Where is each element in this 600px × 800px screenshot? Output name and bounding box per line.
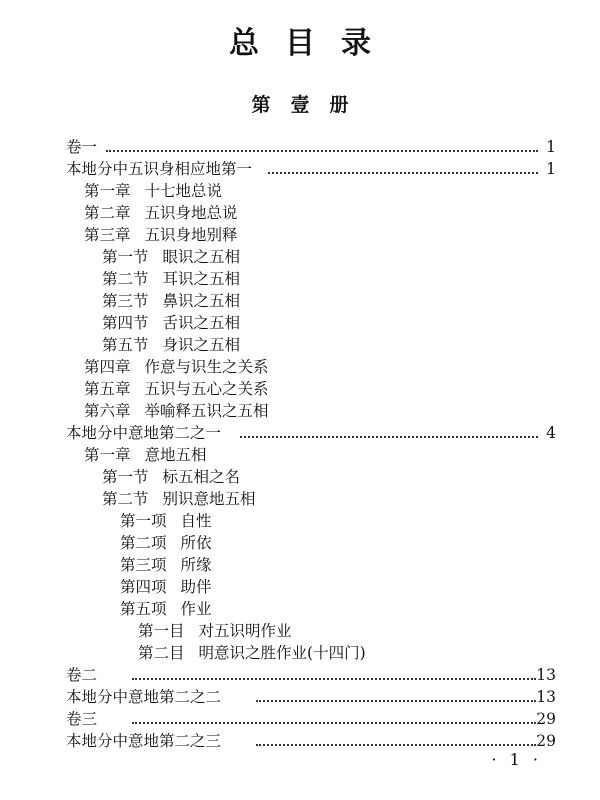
- toc-label: 本地分中意地第二之三: [66, 732, 222, 750]
- toc-prefix: 第五章: [84, 380, 131, 398]
- toc-prefix: 第二目: [138, 644, 185, 662]
- toc-label: 卷三: [66, 710, 98, 728]
- leader-dots: [240, 436, 538, 438]
- toc-entry[interactable]: [0, 532, 600, 554]
- toc-prefix: 第一节: [102, 468, 149, 486]
- toc-entry[interactable]: [0, 686, 600, 708]
- toc-prefix: 第一项: [120, 512, 167, 530]
- toc-prefix: 第三章: [84, 226, 131, 244]
- toc-page-number: 1: [546, 160, 556, 178]
- volume-heading: 第壹册: [251, 94, 369, 116]
- toc-entry[interactable]: [0, 488, 600, 510]
- toc-label: 身识之五相: [162, 336, 241, 354]
- toc-entry[interactable]: [0, 554, 600, 576]
- toc-label: 举喻释五识之五相: [144, 402, 269, 420]
- toc-prefix: 第二节: [102, 270, 149, 288]
- toc-prefix: 第一目: [138, 622, 185, 640]
- leader-dots: [256, 744, 536, 746]
- toc-prefix: 第一章: [84, 182, 131, 200]
- toc-entry[interactable]: [0, 312, 600, 334]
- footer-page-number: · 1 ·: [491, 750, 542, 769]
- toc-label: 自性: [180, 512, 212, 530]
- toc-label: 意地五相: [144, 446, 207, 464]
- toc-entry[interactable]: [0, 422, 600, 444]
- toc-entry[interactable]: [0, 708, 600, 730]
- toc-entry[interactable]: [0, 136, 600, 158]
- leader-dots: [256, 700, 536, 702]
- toc-entry[interactable]: [0, 158, 600, 180]
- toc-entry[interactable]: [0, 510, 600, 532]
- toc-label: 作业: [180, 600, 212, 618]
- toc-entry[interactable]: [0, 378, 600, 400]
- toc-label: 五识身地总说: [144, 204, 238, 222]
- toc-label: 作意与识生之关系: [144, 358, 269, 376]
- toc-label: 对五识明作业: [198, 622, 292, 640]
- toc-prefix: 第二项: [120, 534, 167, 552]
- toc-prefix: 第三节: [102, 292, 149, 310]
- toc-entry[interactable]: [0, 180, 600, 202]
- toc-entry[interactable]: [0, 576, 600, 598]
- page-title: 总目录: [229, 26, 397, 61]
- toc-label: 明意识之胜作业(十四门): [198, 644, 366, 662]
- toc-label: 鼻识之五相: [162, 292, 241, 310]
- toc-prefix: 第五项: [120, 600, 167, 618]
- toc-entry[interactable]: [0, 224, 600, 246]
- toc-prefix: 第一节: [102, 248, 149, 266]
- toc-entry[interactable]: [0, 290, 600, 312]
- toc-entry[interactable]: [0, 730, 600, 752]
- toc-prefix: 第四章: [84, 358, 131, 376]
- toc-entry[interactable]: [0, 246, 600, 268]
- toc-prefix: 第四项: [120, 578, 167, 596]
- toc-prefix: 第四节: [102, 314, 149, 332]
- toc-entry[interactable]: [0, 642, 600, 664]
- toc-label: 舌识之五相: [162, 314, 241, 332]
- toc-prefix: 第二章: [84, 204, 131, 222]
- toc-label: 卷一: [66, 138, 98, 156]
- toc-entry[interactable]: [0, 466, 600, 488]
- toc-prefix: 第二节: [102, 490, 149, 508]
- toc-prefix: 第六章: [84, 402, 131, 420]
- toc-label: 所缘: [180, 556, 212, 574]
- toc-page-number: 13: [536, 688, 556, 706]
- leader-dots: [268, 172, 538, 174]
- toc-label: 本地分中意地第二之一: [66, 424, 222, 442]
- toc-label: 眼识之五相: [162, 248, 241, 266]
- toc-page-number: 1: [546, 138, 556, 156]
- toc-page-number: 29: [536, 710, 556, 728]
- leader-dots: [132, 722, 536, 724]
- toc-label: 五识与五心之关系: [144, 380, 269, 398]
- toc-label: 卷二: [66, 666, 98, 684]
- toc-entry[interactable]: [0, 268, 600, 290]
- toc-label: 助伴: [180, 578, 212, 596]
- toc-prefix: 第一章: [84, 446, 131, 464]
- toc-label: 所依: [180, 534, 212, 552]
- toc-label: 本地分中五识身相应地第一: [66, 160, 253, 178]
- toc-label: 标五相之名: [162, 468, 241, 486]
- toc-label: 本地分中意地第二之二: [66, 688, 222, 706]
- toc-page-number: 4: [546, 424, 556, 442]
- toc-label: 十七地总说: [144, 182, 223, 200]
- leader-dots: [106, 150, 538, 152]
- toc-entry[interactable]: [0, 444, 600, 466]
- toc-entry[interactable]: [0, 400, 600, 422]
- toc-page-number: 13: [536, 666, 556, 684]
- toc-entry[interactable]: [0, 202, 600, 224]
- toc-entry[interactable]: [0, 664, 600, 686]
- toc-entry[interactable]: [0, 598, 600, 620]
- toc-label: 耳识之五相: [162, 270, 241, 288]
- toc-entry[interactable]: [0, 620, 600, 642]
- toc-page-number: 29: [536, 732, 556, 750]
- toc-label: 五识身地别释: [144, 226, 238, 244]
- toc-label: 别识意地五相: [162, 490, 256, 508]
- toc-prefix: 第五节: [102, 336, 149, 354]
- toc-entry[interactable]: [0, 334, 600, 356]
- leader-dots: [132, 678, 536, 680]
- toc-prefix: 第三项: [120, 556, 167, 574]
- toc-entry[interactable]: [0, 356, 600, 378]
